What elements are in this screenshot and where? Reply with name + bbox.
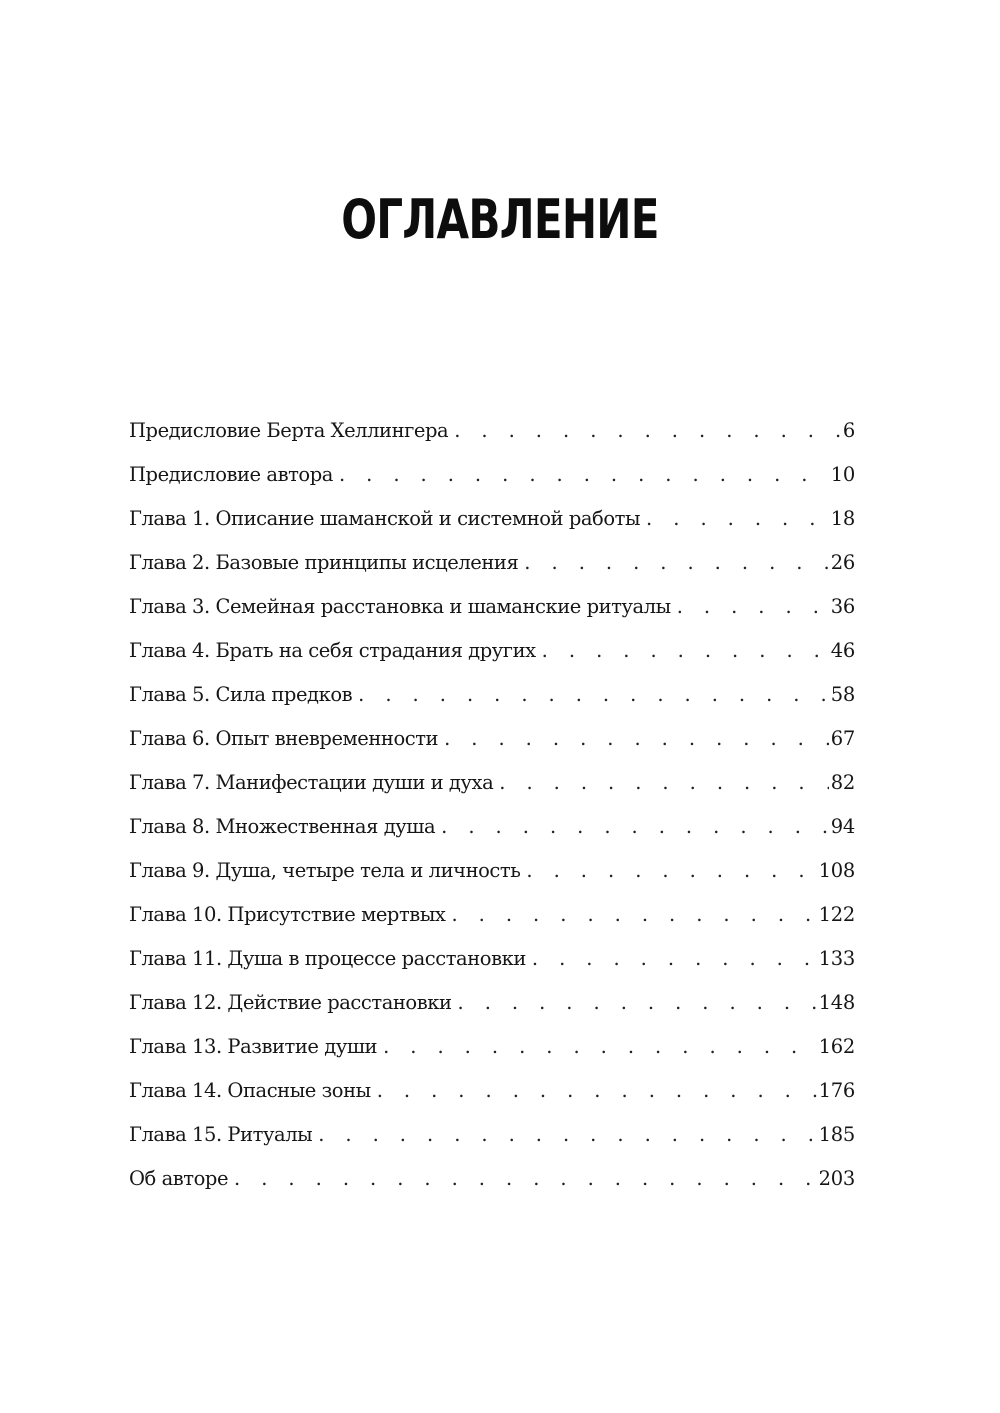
toc-entry: [129, 721, 855, 765]
toc-entry-title: Глава 11. Душа в процессе расстановки: [129, 947, 526, 970]
toc-entry-title: Глава 8. Множественная душа: [129, 815, 436, 838]
toc-entry: [129, 1073, 855, 1117]
toc-entry-title: Глава 9. Душа, четыре тела и личность: [129, 859, 521, 882]
toc-entry: [129, 853, 855, 897]
toc-entry: [129, 677, 855, 721]
toc-dot-leader: [339, 457, 829, 493]
toc-entry-title: Глава 5. Сила предков: [129, 683, 353, 706]
toc-entry-page: 185: [818, 1123, 855, 1146]
toc-entry-title: Глава 13. Развитие души: [129, 1035, 378, 1058]
toc-entry: [129, 1117, 855, 1161]
toc-entry: [129, 545, 855, 589]
toc-entry-title: Предисловие автора: [129, 463, 333, 486]
toc-entry-title: Предисловие Берта Хеллингера: [129, 419, 449, 442]
toc-entry-title: Глава 10. Присутствие мертвых: [129, 903, 446, 926]
toc-entry-title: Глава 2. Базовые принципы исцеления: [129, 551, 519, 574]
toc-entry-page: 94: [830, 815, 855, 838]
toc-entry: [129, 897, 855, 941]
toc-entry-title: Глава 3. Семейная расстановка и шаманские ритуалы: [129, 595, 671, 618]
toc-entry-page: 6: [842, 419, 855, 442]
toc-entry-page: 58: [830, 683, 855, 706]
toc-entry: [129, 1029, 855, 1073]
toc-entry-title: Об авторе: [129, 1167, 229, 1190]
toc-dot-leader: [526, 853, 816, 889]
toc-dot-leader: [458, 985, 817, 1021]
toc-dot-leader: [524, 545, 828, 581]
toc-entry-page: 36: [830, 595, 855, 618]
toc-entry-title: Глава 6. Опыт вневременности: [129, 727, 439, 750]
toc-dot-leader: [234, 1161, 817, 1197]
toc-dot-leader: [454, 413, 841, 449]
toc-entry: [129, 501, 855, 545]
toc-entry: [129, 589, 855, 633]
toc-entry-page: 10: [830, 463, 855, 486]
toc-entry-page: 67: [830, 727, 855, 750]
toc-dot-leader: [358, 677, 829, 713]
toc-entry-title: Глава 14. Опасные зоны: [129, 1079, 371, 1102]
toc-entry: [129, 809, 855, 853]
toc-dot-leader: [499, 765, 829, 801]
toc-dot-leader: [383, 1029, 817, 1065]
toc-entry-page: 133: [818, 947, 855, 970]
toc-dot-leader: [377, 1073, 817, 1109]
toc-entry-title: Глава 7. Манифестации души и духа: [129, 771, 494, 794]
toc-entry-title: Глава 4. Брать на себя страдания других: [129, 639, 536, 662]
toc-entry: [129, 633, 855, 677]
toc-entry-page: 46: [830, 639, 855, 662]
toc-dot-leader: [444, 721, 829, 757]
toc-dot-leader: [677, 589, 829, 625]
toc-entry-title: Глава 12. Действие расстановки: [129, 991, 452, 1014]
toc-dot-leader: [646, 501, 829, 537]
toc-entry-title: Глава 1. Описание шаманской и системной работы: [129, 507, 641, 530]
toc-entry-page: 148: [818, 991, 855, 1014]
table-of-contents: [129, 413, 855, 1205]
toc-entry-page: 162: [818, 1035, 855, 1058]
toc-dot-leader: [318, 1117, 816, 1153]
toc-entry-page: 176: [818, 1079, 855, 1102]
toc-entry: [129, 457, 855, 501]
page-title: ОГЛАВЛЕНИЕ: [341, 188, 659, 251]
toc-entry-page: 18: [830, 507, 855, 530]
toc-dot-leader: [451, 897, 816, 933]
toc-entry: [129, 413, 855, 457]
toc-dot-leader: [532, 941, 817, 977]
toc-entry: [129, 985, 855, 1029]
toc-entry-page: 122: [818, 903, 855, 926]
toc-dot-leader: [542, 633, 829, 669]
toc-entry-page: 82: [830, 771, 855, 794]
toc-entry-title: Глава 15. Ритуалы: [129, 1123, 313, 1146]
toc-entry-page: 26: [830, 551, 855, 574]
toc-entry-page: 203: [818, 1167, 855, 1190]
toc-entry: [129, 941, 855, 985]
toc-entry: [129, 765, 855, 809]
toc-entry: [129, 1161, 855, 1205]
toc-dot-leader: [441, 809, 829, 845]
toc-entry-page: 108: [818, 859, 855, 882]
